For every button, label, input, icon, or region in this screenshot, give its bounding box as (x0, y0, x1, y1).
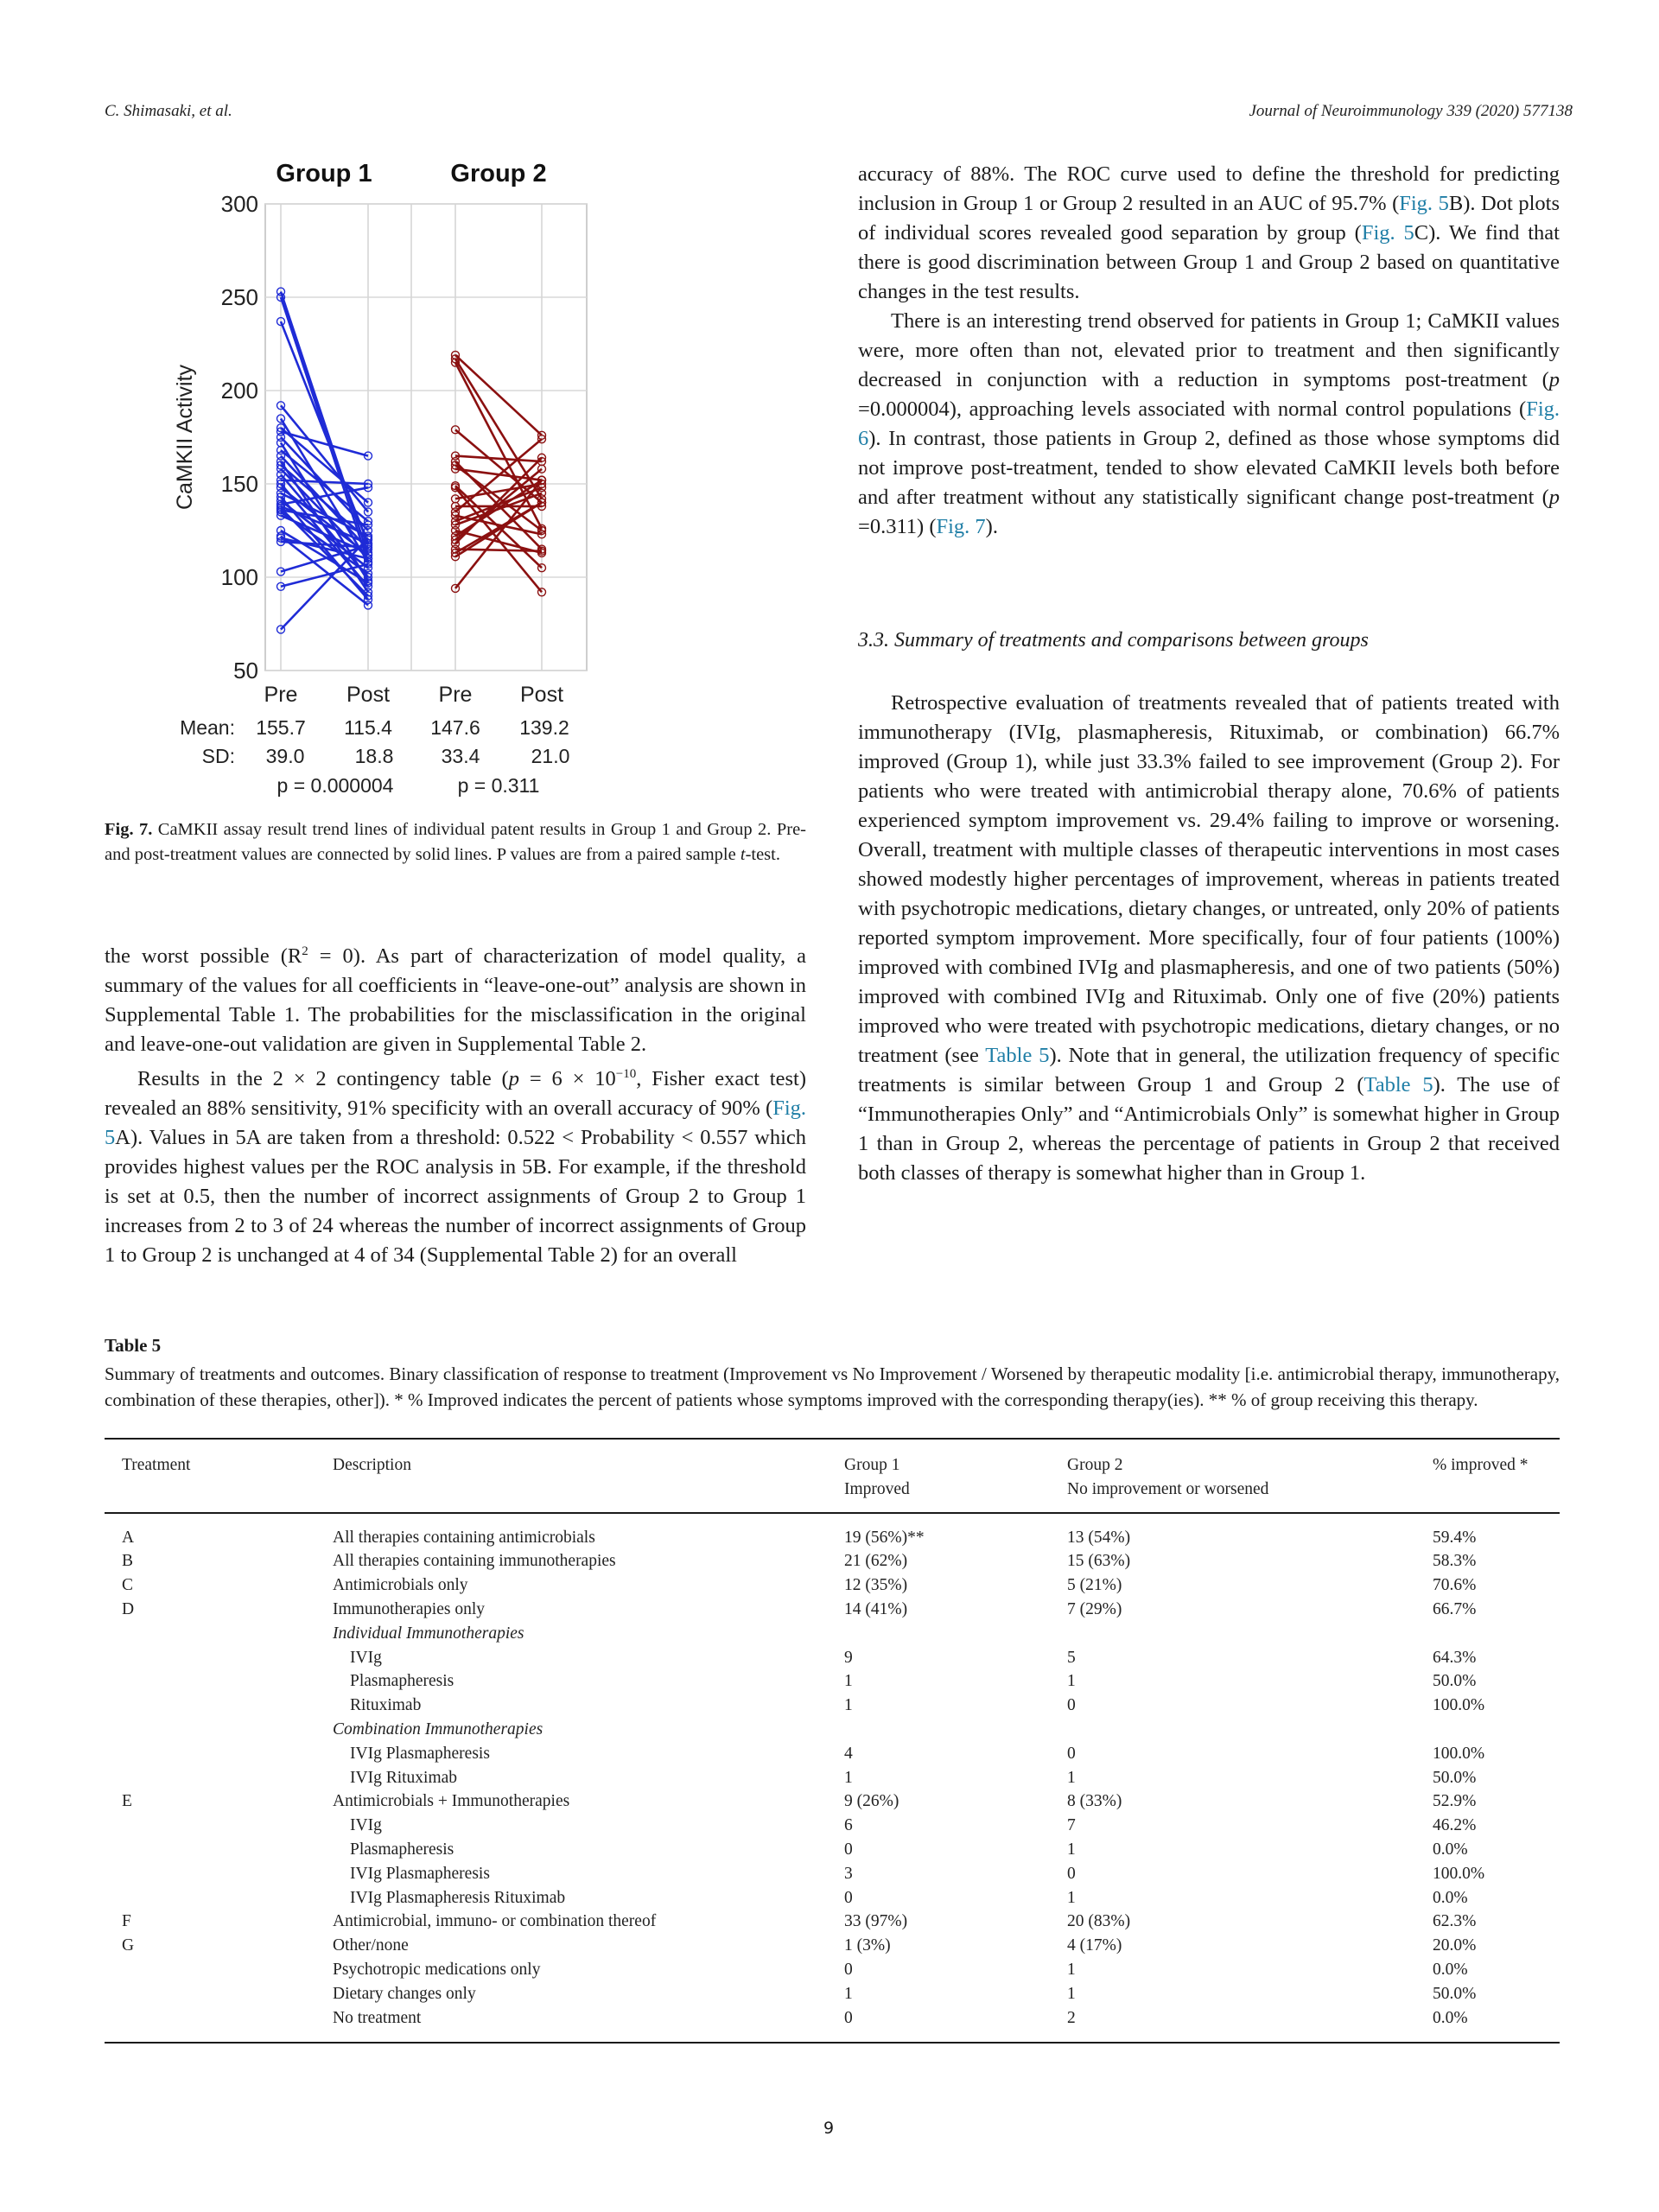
figure-caption-italic: t (740, 845, 746, 864)
cell-group2 (1067, 1622, 1433, 1646)
table-row (105, 1549, 1560, 1573)
cell-pct-improved: 50.0% (1433, 1768, 1477, 1787)
right-column-section-text (858, 689, 1560, 1188)
cell-group2: 13 (54%) (1067, 1528, 1131, 1547)
cell-description: IVIg Rituximab (350, 1768, 458, 1787)
cell-treatment: D (122, 1599, 135, 1618)
text-run: , Fisher exact test) revealed an 88% sensitivity, 91% specificity with an overall accuracy of 90% ( (105, 1067, 806, 1121)
cell-description: IVIg (350, 1648, 382, 1667)
cell-group2: 1 (1067, 1768, 1076, 1787)
cell-group1: 1 (844, 1768, 853, 1787)
cell-description: Plasmapheresis (350, 1672, 454, 1691)
left-column-text (105, 937, 806, 1270)
table-row (105, 1862, 1560, 1886)
cell-pct-improved: 59.4% (1433, 1528, 1477, 1547)
cell-treatment (105, 1814, 333, 1838)
header-group1 (844, 1439, 1067, 1502)
cell-treatment (105, 1958, 333, 1982)
cell-group1: 6 (844, 1816, 853, 1835)
cell-group1: 3 (844, 1864, 853, 1883)
y-tick-label: 250 (220, 284, 258, 310)
cell-description: Immunotherapies only (333, 1599, 486, 1618)
figure-7-chart (156, 147, 778, 812)
text-run: C). We find that there is good discrimination between Group 1 and Group 2 based on quantitative changes in the test results. (858, 221, 1560, 303)
page-number: 9 (823, 2119, 835, 2138)
header-group2 (1067, 1439, 1433, 1502)
link-table-5-second[interactable]: Table 5 (1363, 1073, 1433, 1096)
table-row (105, 1789, 1560, 1814)
cell-treatment (105, 1982, 333, 2006)
cell-pct-improved: 64.3% (1433, 1648, 1477, 1667)
cell-group2: 1 (1067, 1960, 1076, 1979)
sd-pre-2: 33.4 (441, 745, 480, 767)
y-tick-label: 50 (233, 658, 258, 683)
cell-group2: 1 (1067, 1840, 1076, 1859)
right-paragraph-3 (858, 689, 1560, 1188)
cell-pct-improved: 52.9% (1433, 1792, 1477, 1811)
cell-pct-improved: 50.0% (1433, 1672, 1477, 1691)
table-row (105, 1694, 1560, 1718)
cell-pct-improved: 50.0% (1433, 1984, 1477, 2003)
cell-group2: 5 (1067, 1648, 1076, 1667)
x-label-pre-1: Pre (264, 683, 298, 707)
text-run: the worst possible (R (105, 944, 302, 969)
cell-treatment (105, 1766, 333, 1790)
left-paragraph-2 (105, 1059, 806, 1270)
cell-group1 (844, 1718, 1067, 1742)
table-title: Table 5 (105, 1335, 162, 1356)
cell-group1: 0 (844, 1888, 853, 1907)
cell-group2: 4 (17%) (1067, 1936, 1122, 1955)
cell-description: Plasmapheresis (350, 1840, 454, 1859)
x-label-pre-2: Pre (438, 683, 473, 707)
link-fig-5b[interactable]: Fig. 5 (1399, 192, 1449, 215)
cell-group1: 1 (3%) (844, 1936, 891, 1955)
running-head-authors: C. Shimasaki, et al. (105, 102, 232, 120)
text-run: A). Values in 5A are taken from a threshold: 0.522 < Probability < 0.557 which provides highest values per the ROC analysis in 5B. For example, if the threshold is set at 0.5, then the number of incorrect assignments of Group 2 to Group 1 increases from 2 to 3 of 24 whereas the number of incorrect assignments of Group 1 to Group 2 is unchanged at 4 of 34 (Supplemental Table 2) for an overall (105, 1126, 806, 1268)
text-run: =0.311) ( (858, 515, 937, 538)
cell-group2: 1 (1067, 1984, 1076, 2003)
y-axis-label: CaMKII Activity (173, 364, 197, 511)
mean-pre-1: 155.7 (256, 716, 306, 739)
table-row (105, 1622, 1560, 1646)
header-description: Description (333, 1456, 411, 1474)
cell-description: Antimicrobial, immuno- or combination thereof (333, 1912, 657, 1931)
cell-treatment: B (122, 1552, 134, 1571)
cell-pct-improved: 20.0% (1433, 1936, 1477, 1955)
cell-pct-improved: 70.6% (1433, 1576, 1477, 1595)
y-tick-label: 300 (220, 191, 258, 217)
link-fig-5c[interactable]: Fig. 5 (1361, 221, 1414, 245)
cell-group2: 7 (29%) (1067, 1599, 1122, 1618)
table-row (105, 1718, 1560, 1742)
sd-post-2: 21.0 (531, 745, 570, 767)
cell-group2: 0 (1067, 1696, 1076, 1715)
y-tick-label: 200 (220, 378, 258, 404)
mean-pre-2: 147.6 (430, 716, 480, 739)
table-row (105, 1814, 1560, 1838)
cell-pct-improved (1433, 1718, 1560, 1742)
cell-pct-improved: 0.0% (1433, 1840, 1468, 1859)
table-row (105, 1646, 1560, 1670)
text-run: ). The use of “Immunotherapies Only” and “Antimicrobials Only” is somewhat higher in Group 1 than in Group 2, whereas the percentage of patients in Group 2 that received both classes of therapy is somewhat higher than in Group 1. (858, 1073, 1560, 1185)
cell-group1: 4 (844, 1744, 853, 1763)
cell-description: All therapies containing immunotherapies (333, 1552, 616, 1571)
cell-group2: 0 (1067, 1864, 1076, 1883)
header-group2-line1: Group 2 (1067, 1456, 1123, 1474)
cell-group2 (1067, 1718, 1433, 1742)
running-head-journal: Journal of Neuroimmunology 339 (2020) 577138 (1249, 102, 1573, 120)
text-run-italic: p (1548, 486, 1560, 509)
text-run: Results in the 2 × 2 contingency table ( (137, 1067, 509, 1091)
cell-treatment (105, 1669, 333, 1694)
cell-treatment (105, 1838, 333, 1862)
cell-pct-improved: 66.7% (1433, 1599, 1477, 1618)
cell-pct-improved: 62.3% (1433, 1912, 1477, 1931)
cell-group1: 9 (26%) (844, 1792, 899, 1811)
cell-pct-improved: 0.0% (1433, 1888, 1468, 1907)
cell-description: Other/none (333, 1936, 409, 1955)
header-group1-line1: Group 1 (844, 1456, 900, 1474)
table-body (105, 1526, 1560, 2031)
cell-group2: 5 (21%) (1067, 1576, 1122, 1595)
cell-group2: 7 (1067, 1816, 1076, 1835)
cell-pct-improved: 58.3% (1433, 1552, 1477, 1571)
cell-description: Individual Immunotherapies (333, 1624, 524, 1643)
chart-stats (180, 683, 569, 797)
p-value-group-1: p = 0.000004 (276, 774, 394, 797)
sd-row-label: SD: (201, 745, 235, 767)
cell-treatment: G (122, 1936, 135, 1955)
cell-group2: 1 (1067, 1888, 1076, 1907)
right-column-text (858, 160, 1560, 542)
x-label-post-2: Post (519, 683, 564, 707)
header-group2-line2: No improvement or worsened (1067, 1479, 1269, 1498)
cell-group2: 8 (33%) (1067, 1792, 1122, 1811)
table-5-grid (105, 1438, 1560, 2044)
link-fig-6[interactable]: Fig. 6 (858, 397, 1560, 450)
table-row (105, 2006, 1560, 2031)
p-value-group-2: p = 0.311 (457, 774, 540, 797)
text-run: accuracy of 88%. The ROC curve used to define the threshold for predicting inclusion in Group 1 or Group 2 resulted in an AUC of 95.7% ( (858, 162, 1560, 215)
table-header-row (105, 1439, 1560, 1502)
y-tick-label: 100 (220, 564, 258, 590)
mean-post-1: 115.4 (344, 716, 392, 739)
x-label-post-1: Post (346, 683, 391, 707)
text-run-italic: p (508, 1067, 519, 1091)
cell-pct-improved: 46.2% (1433, 1816, 1477, 1835)
left-paragraph-1 (105, 937, 806, 1059)
cell-description: Rituximab (350, 1696, 422, 1715)
cell-group2: 0 (1067, 1744, 1076, 1763)
cell-pct-improved: 0.0% (1433, 1960, 1468, 1979)
cell-description: Antimicrobials only (333, 1576, 468, 1595)
cell-description: Antimicrobials + Immunotherapies (333, 1792, 570, 1811)
cell-group2: 1 (1067, 1672, 1076, 1691)
cell-description: Dietary changes only (333, 1984, 476, 2003)
cell-group1 (844, 1622, 1067, 1646)
spacer (105, 1513, 1560, 1526)
cell-pct-improved: 0.0% (1433, 2008, 1468, 2027)
text-run: Retrospective evaluation of treatments revealed that of patients treated with immunotherapy (IVIg, plasmapheresis, Rituximab, or combination) 66.7% improved (Group 1), while just 33.3% failed to see improvement (Group 2). For patients who were treated with antimicrobial therapy alone, 70.6% of patients experienced symptom improvement vs. 29.4% failing to improve or worsening. Overall, treatment with multiple classes of therapeutic interventions in most cases showed modestly higher percentages of improvement, whereas in patients treated with psychotropic medications, dietary changes, or untreated, only 20% of patients reported symptom improvement. More specifically, four of four patients (100%) improved with combined IVIg and plasmapheresis, and one of two patients (50%) improved with combined IVIg and Rituximab. Only one of five (20%) patients improved who were treated with psychotropic medications, dietary changes, or no treatment (see (858, 691, 1560, 1067)
text-run: ). Note that in general, the utilization frequency of specific treatments is similar between Group 1 and Group 2 ( (858, 1044, 1560, 1096)
camkii-trend-chart (156, 147, 778, 812)
figure-caption-text: CaMKII assay result trend lines of individual patent results in Group 1 and Group 2. Pre- and post-treatment values are connected by solid lines. P values are from a paired sample (105, 820, 806, 864)
cell-group1: 12 (35%) (844, 1576, 908, 1595)
header-treatment: Treatment (122, 1456, 191, 1474)
link-fig-5[interactable]: Fig. 5 (105, 1096, 806, 1150)
cell-treatment (105, 1862, 333, 1886)
table-row (105, 1669, 1560, 1694)
table-row (105, 1910, 1560, 1934)
table-row (105, 1598, 1560, 1622)
text-run-italic: p (1548, 368, 1560, 391)
cell-group1: 14 (41%) (844, 1599, 908, 1618)
cell-treatment (105, 1742, 333, 1766)
text-run: = 0). As part of characterization of model quality, a summary of the values for all coefficients in “leave-one-out” analysis are shown in Supplemental Table 1. The probabilities for the misclassification in the original and leave-one-out validation are given in Supplemental Table 2. (105, 944, 806, 1057)
cell-group2: 2 (1067, 2008, 1076, 2027)
text-run: ). (985, 515, 998, 538)
text-run: There is an interesting trend observed for patients in Group 1; CaMKII values were, more often than not, elevated prior to treatment and then significantly decreased in conjunction with a reduction in symptoms post-treatment ( (858, 309, 1560, 391)
superscript: −10 (615, 1067, 637, 1082)
panel-title-group-1: Group 1 (276, 160, 372, 188)
y-tick-label: 150 (220, 471, 258, 497)
cell-group2: 20 (83%) (1067, 1912, 1131, 1931)
panel-title-group-2: Group 2 (450, 160, 547, 188)
table-row (105, 1766, 1560, 1790)
cell-group1: 1 (844, 1984, 853, 2003)
cell-description: IVIg (350, 1816, 382, 1835)
cell-group2: 15 (63%) (1067, 1552, 1131, 1571)
cell-treatment (105, 1718, 333, 1742)
cell-description: IVIg Plasmapheresis Rituximab (350, 1888, 566, 1907)
cell-treatment: F (122, 1912, 131, 1931)
cell-description: Psychotropic medications only (333, 1960, 541, 1979)
header-pct-improved: % improved * (1433, 1456, 1529, 1474)
cell-group1: 0 (844, 1840, 853, 1859)
cell-treatment: A (122, 1528, 135, 1547)
cell-group1: 9 (844, 1648, 853, 1667)
y-axis-ticks (221, 191, 258, 683)
link-table-5[interactable]: Table 5 (985, 1044, 1050, 1067)
cell-group1: 1 (844, 1696, 853, 1715)
cell-group1: 33 (97%) (844, 1912, 908, 1931)
cell-treatment (105, 1886, 333, 1910)
table-row (105, 1982, 1560, 2006)
cell-pct-improved: 100.0% (1433, 1744, 1485, 1763)
link-fig-7[interactable]: Fig. 7 (936, 515, 986, 538)
cell-treatment (105, 1694, 333, 1718)
cell-group1: 19 (56%)** (844, 1528, 925, 1547)
superscript: 2 (302, 944, 308, 958)
mean-post-2: 139.2 (519, 716, 569, 739)
text-run: ). In contrast, those patients in Group 2, defined as those whose symptoms did not improve post-treatment, tended to show elevated CaMKII levels both before and after treatment without any statistically significant change post-treatment ( (858, 427, 1560, 509)
table-caption: Summary of treatments and outcomes. Binary classification of response to treatment (Improvement vs No Improvement / Worsened by therapeutic modality [i.e. antimicrobial therapy, immunotherapy, combination of these therapies, other]). * % Improved indicates the percent of patients whose symptoms improved with the corresponding therapy(ies). ** % of group receiving this therapy. (105, 1363, 1560, 1410)
table-bottom-rule (105, 2030, 1560, 2043)
section-heading-3-3: 3.3. Summary of treatments and comparisons between groups (858, 629, 1369, 652)
cell-pct-improved (1433, 1622, 1560, 1646)
cell-group1: 1 (844, 1672, 853, 1691)
table-row (105, 1526, 1560, 1550)
cell-description: IVIg Plasmapheresis (350, 1864, 490, 1883)
table-row (105, 1958, 1560, 1982)
cell-description: All therapies containing antimicrobials (333, 1528, 595, 1547)
header-rule (105, 1502, 1560, 1513)
cell-group1: 0 (844, 1960, 853, 1979)
sd-post-1: 18.8 (354, 745, 394, 767)
header-group1-line2: Improved (844, 1479, 910, 1498)
cell-description: No treatment (333, 2008, 422, 2027)
table-5 (105, 1438, 1560, 2044)
table-row (105, 1886, 1560, 1910)
figure-caption-label: Fig. 7. (105, 820, 153, 839)
table-row (105, 1573, 1560, 1598)
table-row (105, 1742, 1560, 1766)
right-paragraph-1 (858, 160, 1560, 307)
right-paragraph-2 (858, 307, 1560, 542)
table-row (105, 1838, 1560, 1862)
mean-row-label: Mean: (180, 716, 235, 739)
cell-treatment (105, 1646, 333, 1670)
cell-treatment (105, 2006, 333, 2031)
cell-group1: 0 (844, 2008, 853, 2027)
cell-treatment: E (122, 1792, 132, 1811)
cell-treatment: C (122, 1576, 134, 1595)
cell-treatment (105, 1622, 333, 1646)
cell-pct-improved: 100.0% (1433, 1696, 1485, 1715)
text-run: =0.000004), approaching levels associated with normal control populations ( (858, 397, 1527, 421)
table-row (105, 1934, 1560, 1958)
cell-pct-improved: 100.0% (1433, 1864, 1485, 1883)
text-run: B). Dot plots of individual scores revealed good separation by group ( (858, 192, 1560, 245)
figure-caption-end: -test. (745, 845, 780, 864)
sd-pre-1: 39.0 (265, 745, 305, 767)
text-run: = 6 × 10 (518, 1067, 616, 1091)
cell-description: IVIg Plasmapheresis (350, 1744, 490, 1763)
cell-group1: 21 (62%) (844, 1552, 908, 1571)
cell-description: Combination Immunotherapies (333, 1719, 543, 1738)
figure-caption (105, 817, 806, 868)
